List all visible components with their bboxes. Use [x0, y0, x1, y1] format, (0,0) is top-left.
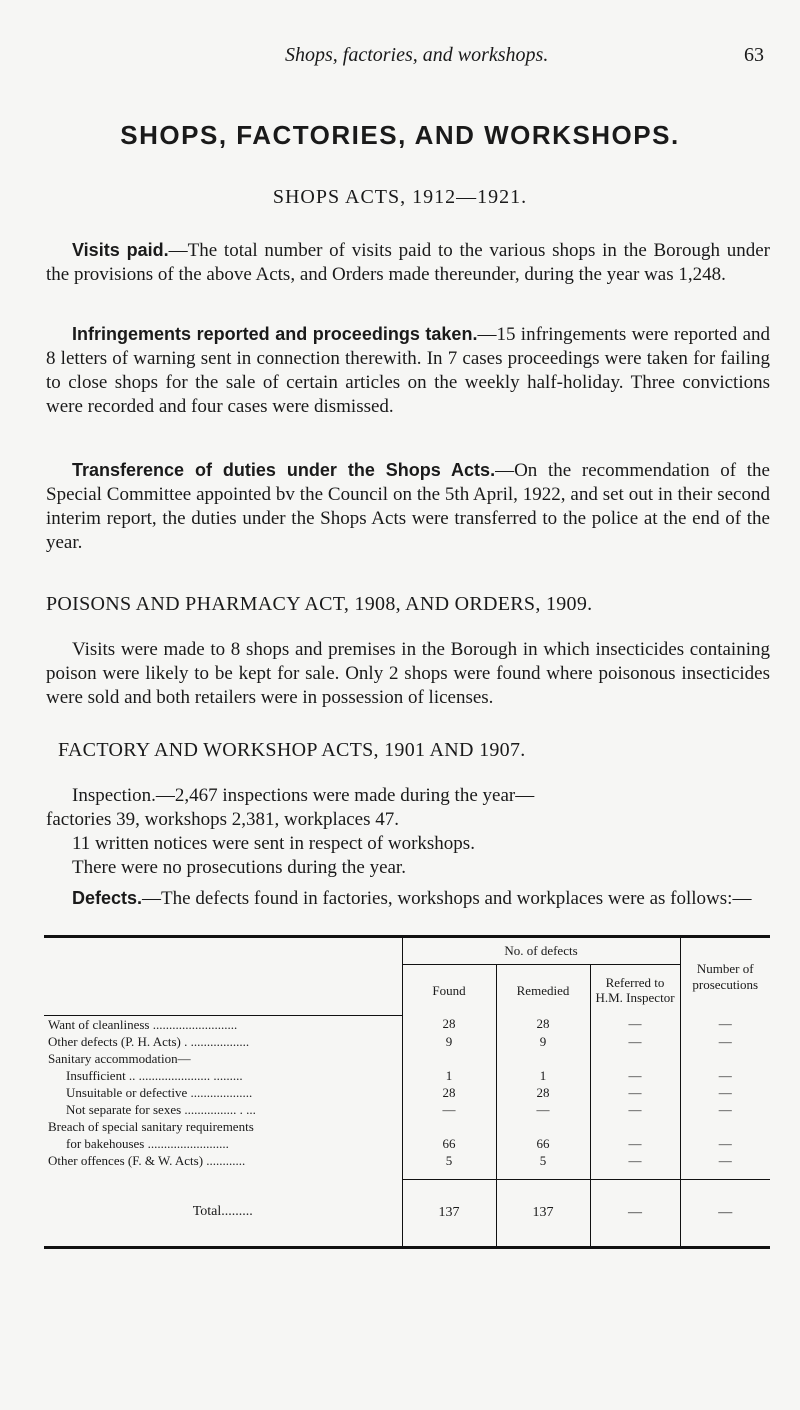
table-row — [44, 1067, 770, 1084]
table-row — [44, 1033, 770, 1050]
inspection-block — [46, 784, 770, 880]
col-referred: Referred to H.M. Inspector — [590, 965, 680, 1016]
cell-remedied — [496, 1118, 590, 1135]
cell-label: Want of cleanliness .......................... — [48, 1016, 238, 1032]
visits-lead: Visits paid. — [72, 240, 169, 260]
cell-label: Breach of special sanitary requirements — [48, 1118, 254, 1134]
infringements-text: —15 infringements were reported and 8 letters of warning sent in connection therewith. In 7 cases proceedings were taken for failing to close shops for the sale of certain articles on the weekly half-holiday. Three convictions were recorded and four cases were dismissed. — [46, 324, 770, 417]
cell-referred — [590, 1118, 680, 1135]
table-row — [44, 1118, 770, 1135]
spacer-cell — [402, 1169, 496, 1180]
table-body — [44, 1015, 770, 1179]
spacer-cell — [44, 1169, 402, 1180]
notices-line: 11 written notices were sent in respect of workshops. — [72, 833, 475, 854]
cell-found: — — [402, 1101, 496, 1118]
cell-referred: — — [590, 1152, 680, 1169]
cell-prosecutions: — — [680, 1015, 770, 1033]
cell-found: 1 — [402, 1067, 496, 1084]
cell-found — [402, 1050, 496, 1067]
table-row — [44, 1015, 770, 1033]
defects-text: —The defects found in factories, workshops and workplaces were as follows:— — [142, 888, 752, 909]
cell-label: Sanitary accommodation— — [48, 1050, 191, 1066]
poisons-paragraph: Visits were made to 8 shops and premises in the Borough in which insecticides containing poison were likely to be kept for sale. Only 2 shops were found where poisonous insecticides were sold and both retailers were in possession of licenses. — [46, 639, 770, 708]
total-label: Total......... — [192, 1204, 253, 1220]
cell-referred: — — [590, 1015, 680, 1033]
total-prosecutions: — — [680, 1179, 770, 1247]
shops-acts-heading: SHOPS ACTS, 1912—1921. — [272, 186, 528, 208]
cell-label: Other offences (F. & W. Acts) ............ — [48, 1152, 246, 1168]
cell-prosecutions — [680, 1050, 770, 1067]
table-row — [44, 1135, 770, 1152]
defects-paragraph — [46, 886, 770, 911]
infringements-paragraph — [46, 322, 770, 419]
running-head — [0, 44, 800, 70]
transference-text: —On the recommendation of the Special Committee appointed bv the Council on the 5th April, 1922, and set out in their second interim report, the duties under the Shops Acts were transferred to the police at the end of the year. — [46, 460, 770, 553]
cell-found: 5 — [402, 1152, 496, 1169]
spacer-cell — [680, 1169, 770, 1180]
cell-remedied: 5 — [496, 1152, 590, 1169]
cell-found — [402, 1118, 496, 1135]
cell-label: Unsuitable or defective ................... — [66, 1084, 253, 1100]
cell-referred — [590, 1050, 680, 1067]
cell-label: Other defects (P. H. Acts) . .................. — [48, 1033, 250, 1049]
cell-label: for bakehouses ......................... — [66, 1135, 229, 1151]
cell-remedied: 9 — [496, 1033, 590, 1050]
cell-prosecutions: — — [680, 1135, 770, 1152]
cell-referred: — — [590, 1101, 680, 1118]
spacer-cell — [496, 1169, 590, 1180]
col-prosecutions: Number of prosecutions — [680, 937, 770, 1016]
cell-remedied: 1 — [496, 1067, 590, 1084]
total-found: 137 — [402, 1179, 496, 1247]
cell-prosecutions — [680, 1118, 770, 1135]
col-found: Found — [402, 965, 496, 1016]
col-remedied: Remedied — [496, 965, 590, 1016]
cell-referred: — — [590, 1067, 680, 1084]
infringements-lead: Infringements reported and proceedings taken. — [72, 324, 478, 344]
defects-lead: Defects. — [72, 888, 143, 908]
cell-prosecutions: — — [680, 1067, 770, 1084]
cell-remedied: 66 — [496, 1135, 590, 1152]
inspection-line-1: Inspection.—2,467 inspections were made during the year— — [72, 785, 535, 806]
cell-found: 9 — [402, 1033, 496, 1050]
factory-heading: FACTORY AND WORKSHOP ACTS, 1901 AND 1907. — [58, 739, 526, 761]
poisons-heading: POISONS AND PHARMACY ACT, 1908, AND ORDERS, 1909. — [46, 593, 593, 615]
cell-referred: — — [590, 1084, 680, 1101]
cell-label: Insufficient .. ...................... ......... — [66, 1067, 243, 1083]
total-referred: — — [590, 1179, 680, 1247]
spacer-row — [44, 1169, 770, 1180]
prosecutions-line: There were no prosecutions during the year. — [72, 857, 406, 878]
table-row — [44, 1152, 770, 1169]
spacer-cell — [590, 1169, 680, 1180]
cell-prosecutions: — — [680, 1152, 770, 1169]
cell-found: 66 — [402, 1135, 496, 1152]
defects-table — [44, 935, 770, 1249]
transference-paragraph — [46, 458, 770, 555]
cell-prosecutions: — — [680, 1084, 770, 1101]
cell-found: 28 — [402, 1084, 496, 1101]
cell-remedied: — — [496, 1101, 590, 1118]
table-corner — [44, 937, 402, 1016]
total-row — [44, 1179, 770, 1247]
cell-remedied — [496, 1050, 590, 1067]
visits-text: —The total number of visits paid to the various shops in the Borough under the provisions of the above Acts, and Orders made thereunder, during the year was 1,248. — [46, 240, 770, 285]
cell-prosecutions: — — [680, 1101, 770, 1118]
group-header: No. of defects — [402, 937, 680, 965]
cell-remedied: 28 — [496, 1084, 590, 1101]
cell-referred: — — [590, 1135, 680, 1152]
total-remedied: 137 — [496, 1179, 590, 1247]
running-head-title: Shops, factories, and workshops. — [285, 44, 549, 66]
transference-lead: Transference of duties under the Shops Acts. — [72, 460, 496, 480]
cell-referred: — — [590, 1033, 680, 1050]
cell-prosecutions: — — [680, 1033, 770, 1050]
page-number: 63 — [744, 44, 764, 66]
cell-found: 28 — [402, 1015, 496, 1033]
visits-paragraph — [46, 238, 770, 287]
inspection-line-2: factories 39, workshops 2,381, workplaces 47. — [46, 809, 400, 830]
table-row — [44, 1050, 770, 1067]
cell-remedied: 28 — [496, 1015, 590, 1033]
cell-label: Not separate for sexes ................ . ... — [66, 1101, 256, 1117]
table-row — [44, 1084, 770, 1101]
table-row — [44, 1101, 770, 1118]
page-title: SHOPS, FACTORIES, AND WORKSHOPS. — [120, 120, 680, 150]
